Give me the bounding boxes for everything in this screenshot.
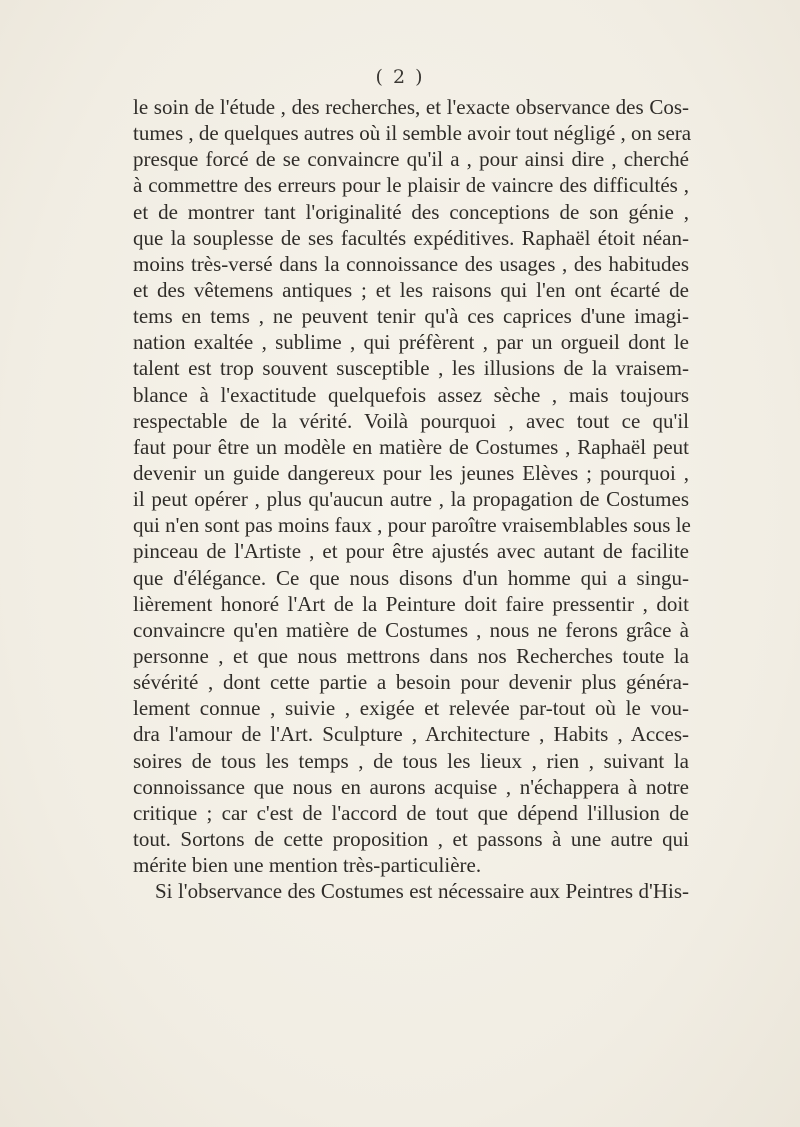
text-line: convaincre qu'en matière de Costumes , nous ne ferons grâce à bbox=[133, 617, 689, 642]
text-line: faut pour être un modèle en matière de Costumes , Raphaël peut bbox=[133, 434, 689, 459]
text-line: et de montrer tant l'originalité des conceptions de son génie , bbox=[133, 199, 689, 224]
text-line: devenir un guide dangereux pour les jeunes Elèves ; pourquoi , bbox=[133, 460, 689, 485]
text-line: pinceau de l'Artiste , et pour être ajustés avec autant de facilite bbox=[133, 539, 689, 564]
text-line: sévérité , dont cette partie a besoin pour devenir plus généra- bbox=[133, 670, 689, 695]
body-text bbox=[133, 94, 692, 904]
text-line: talent est trop souvent susceptible , les illusions de la vraisem- bbox=[133, 356, 689, 381]
text-line: presque forcé de se convaincre qu'il a , pour ainsi dire , cherché bbox=[133, 147, 689, 172]
text-line: nation exaltée , sublime , qui préfèrent , par un orgueil dont le bbox=[133, 330, 689, 355]
text-line: respectable de la vérité. Voilà pourquoi , avec tout ce qu'il bbox=[133, 408, 689, 433]
text-line: il peut opérer , plus qu'aucun autre , la propagation de Costumes bbox=[133, 487, 689, 512]
text-line: tout. Sortons de cette proposition , et passons à une autre qui bbox=[133, 826, 689, 851]
text-line: lièrement honoré l'Art de la Peinture doit faire pressentir , doit bbox=[133, 591, 689, 616]
text-line: dra l'amour de l'Art. Sculpture , Architecture , Habits , Acces- bbox=[133, 722, 689, 747]
text-line: tems en tems , ne peuvent tenir qu'à ces caprices d'une imagi- bbox=[133, 304, 689, 329]
text-line: à commettre des erreurs pour le plaisir de vaincre des difficultés , bbox=[133, 173, 689, 198]
text-line: moins très-versé dans la connoissance des usages , des habitudes bbox=[133, 251, 689, 276]
text-line: le soin de l'étude , des recherches, et l'exacte observance des Cos- bbox=[133, 95, 689, 119]
text-line: connoissance que nous en aurons acquise , n'échappera à notre bbox=[133, 774, 689, 799]
text-line: qui n'en sont pas moins faux , pour paroître vraisemblables sous le bbox=[133, 513, 691, 538]
text-line: tumes , de quelques autres où il semble avoir tout négligé , on sera bbox=[133, 121, 692, 146]
paragraph-start-line: Si l'observance des Costumes est nécessaire aux Peintres d'His- bbox=[155, 879, 689, 904]
text-line: personne , et que nous mettrons dans nos Recherches toute la bbox=[133, 643, 689, 668]
text-line: que la souplesse de ses facultés expéditives. Raphaël étoit néan- bbox=[133, 225, 689, 250]
paragraph-end-line: mérite bien une mention très-particulière. bbox=[133, 853, 482, 878]
text-line: et des vêtemens antiques ; et les raisons qui l'en ont écarté de bbox=[133, 277, 689, 302]
text-line: soires de tous les temps , de tous les lieux , rien , suivant la bbox=[133, 748, 689, 773]
text-line: que d'élégance. Ce que nous disons d'un homme qui a singu- bbox=[133, 565, 689, 590]
page-number: ( 2 ) bbox=[375, 66, 425, 88]
text-line: lement connue , suivie , exigée et relevée par-tout où le vou- bbox=[133, 696, 689, 721]
text-line: blance à l'exactitude quelquefois assez sèche , mais toujours bbox=[133, 382, 689, 407]
text-line: critique ; car c'est de l'accord de tout que dépend l'illusion de bbox=[133, 800, 689, 825]
